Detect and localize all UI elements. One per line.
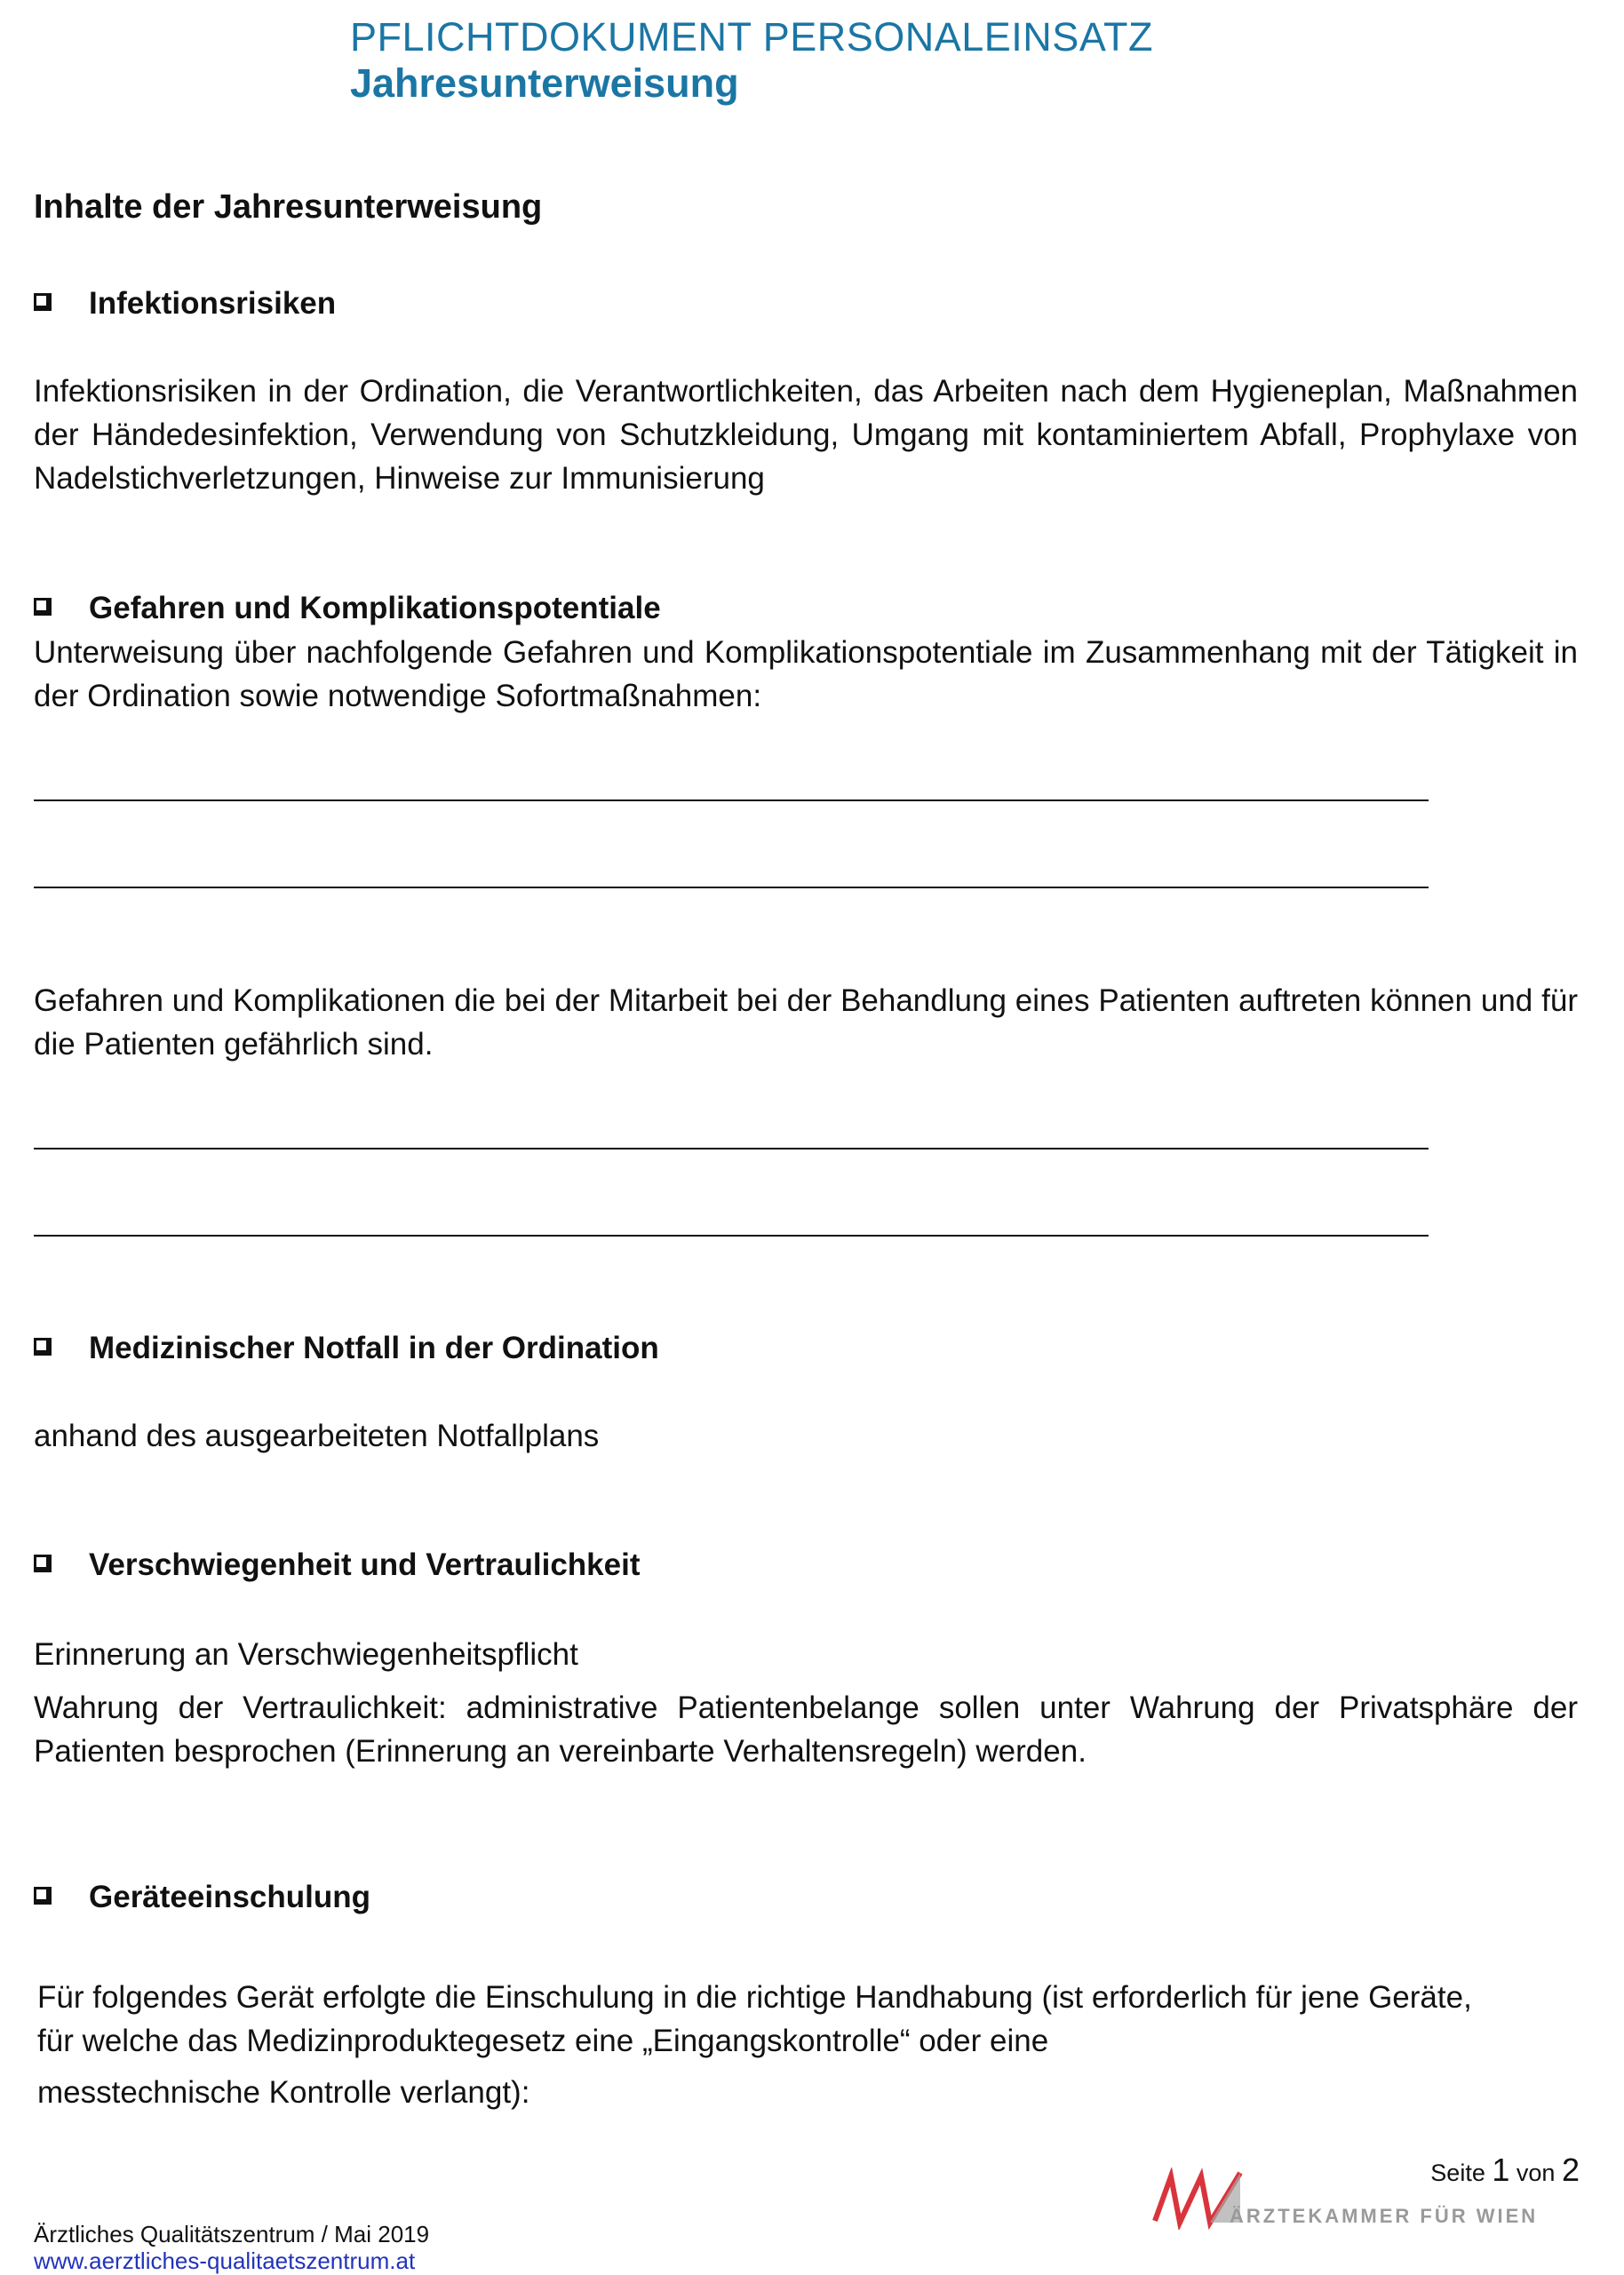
section-heading-verschwiegenheit [34,1547,640,1583]
page-number-total: 2 [1561,2152,1580,2188]
checkbox-icon[interactable] [34,1338,52,1356]
fill-in-line[interactable] [34,887,1429,888]
section-heading-notfall [34,1331,659,1366]
section-text-geraete-line3: messtechnische Kontrolle verlangt): [37,2075,530,2110]
section-heading-gefahren [34,591,661,626]
footer-organization: Ärztliches Qualitätszentrum / Mai 2019 [34,2221,430,2247]
section-text-verschwiegenheit: Erinnerung an Verschwiegenheitspflicht [34,1637,578,1672]
fill-in-line[interactable] [34,1235,1429,1237]
section-text-vertraulichkeit: Wahrung der Vertraulichkeit: administrative Patientenbelange sollen unter Wahrung der Privatsphäre der Patienten besprochen (Erinnerung an vereinbarte Verhaltensregeln) werden. [34,1690,1578,1769]
section-text-gefahren-patienten: Gefahren und Komplikationen die bei der Mitarbeit bei der Behandlung eines Patienten auftreten können und für die Patienten gefährlich sind. [34,983,1578,1062]
section-heading-label: Geräteeinschulung [89,1880,371,1914]
section-heading-label: Gefahren und Komplikationspotentiale [89,591,661,625]
footer-website-link[interactable]: www.aerztliches-qualitaetszentrum.at [34,2247,416,2274]
document-title: Inhalte der Jahresunterweisung [34,188,543,226]
checkbox-icon[interactable] [34,598,52,616]
section-text-geraete-line1: Für folgendes Gerät erfolgte die Einschulung in die richtige Handhabung (ist erforderlich für jene Geräte, [37,1980,1472,2015]
section-heading-label: Infektionsrisiken [89,286,337,321]
fill-in-line[interactable] [34,799,1429,801]
fill-in-line[interactable] [34,1148,1429,1149]
section-heading-infektionsrisiken [34,286,336,322]
checkbox-icon[interactable] [34,1555,52,1572]
page-number-current: 1 [1492,2152,1510,2188]
section-heading-geraeteeinschulung [34,1880,370,1915]
document-header-subtitle: Jahresunterweisung [350,60,739,106]
section-heading-label: Medizinischer Notfall in der Ordination [89,1331,659,1365]
checkbox-icon[interactable] [34,293,52,311]
section-heading-label: Verschwiegenheit und Vertraulichkeit [89,1547,641,1582]
page-number-separator: von [1516,2160,1556,2186]
logo-text: ÄRZTEKAMMER FÜR WIEN [1230,2205,1539,2227]
page-number-prefix: Seite [1430,2160,1485,2186]
section-text-geraete-line2: für welche das Medizinproduktegesetz eine „Eingangskontrolle“ oder eine [37,2024,1049,2058]
checkbox-icon[interactable] [34,1887,52,1905]
section-text-notfall: anhand des ausgearbeiteten Notfallplans [34,1419,600,1453]
document-header-title: PFLICHTDOKUMENT PERSONALEINSATZ [350,14,1153,60]
section-text-gefahren: Unterweisung über nachfolgende Gefahren und Komplikationspotentiale im Zusammenhang mit der Tätigkeit in der Ordination sowie notwendige Sofortmaßnahmen: [34,635,1578,713]
section-text-infektionsrisiken: Infektionsrisiken in der Ordination, die Verantwortlichkeiten, das Arbeiten nach dem Hygieneplan, Maßnahmen der Händedesinfektion, Verwendung von Schutzkleidung, Umgang mit kontaminiertem Abfall, Prophylaxe von Nadelstichverletzungen, Hinweise zur Immunisierung [34,374,1578,496]
